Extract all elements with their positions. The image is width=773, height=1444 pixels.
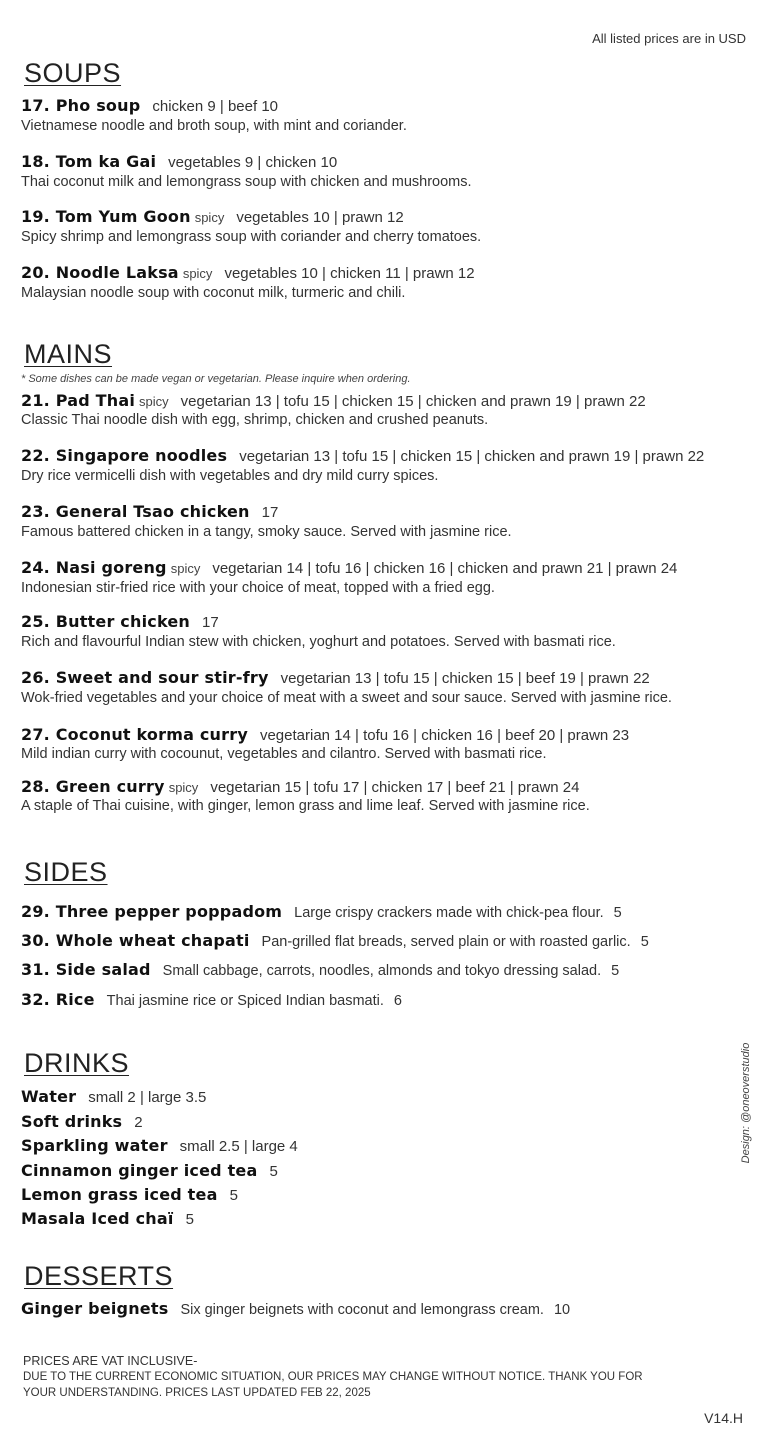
menu-item-22 xyxy=(21,446,704,465)
item-name: 29. Three pepper poppadom xyxy=(21,902,283,921)
item-description: Large crispy crackers made with chick-pea flour. xyxy=(294,905,604,921)
item-description: Six ginger beignets with coconut and lemongrass cream. xyxy=(180,1302,544,1318)
item-name: 31. Side salad xyxy=(21,960,151,979)
item-description: Thai jasmine rice or Spiced Indian basmati. xyxy=(106,993,384,1009)
item-description: Rich and flavourful Indian stew with chicken, yoghurt and potatoes. Served with basmati rice. xyxy=(21,634,616,650)
drink-item xyxy=(21,1112,143,1131)
section-title-desserts: DESSERTS xyxy=(24,1261,174,1291)
item-prices: 2 xyxy=(134,1114,143,1131)
item-name: Water xyxy=(21,1087,77,1106)
item-description: Pan-grilled flat breads, served plain or with roasted garlic. xyxy=(261,934,631,950)
item-prices: 5 xyxy=(185,1211,194,1228)
item-prices: 5 xyxy=(269,1163,278,1180)
drink-item xyxy=(21,1161,278,1180)
item-name: 21. Pad Thai xyxy=(21,391,136,410)
spicy-tag: spicy xyxy=(170,561,201,576)
item-name: 26. Sweet and sour stir-fry xyxy=(21,668,269,687)
spicy-tag: spicy xyxy=(168,780,199,795)
menu-item-24 xyxy=(21,558,677,577)
item-description: Malaysian noodle soup with coconut milk, turmeric and chili. xyxy=(21,285,406,301)
item-name: 20. Noodle Laksa xyxy=(21,263,179,282)
section-title-sides: SIDES xyxy=(24,857,108,887)
spicy-tag: spicy xyxy=(182,266,213,281)
menu-item-18 xyxy=(21,152,337,171)
design-credit: Design: @oneoverstudio xyxy=(740,1042,752,1164)
item-name: 32. Rice xyxy=(21,990,95,1009)
item-prices: vegetables 9 | chicken 10 xyxy=(168,154,338,171)
item-name: 19. Tom Yum Goon xyxy=(21,207,191,226)
item-prices: vegetables 10 | prawn 12 xyxy=(236,209,404,226)
item-description: Classic Thai noodle dish with egg, shrimp, chicken and crushed peanuts. xyxy=(21,412,489,428)
currency-note: All listed prices are in USD xyxy=(592,31,746,46)
drink-item xyxy=(21,1209,194,1228)
item-description: A staple of Thai cuisine, with ginger, lemon grass and lime leaf. Served with jasmine rice. xyxy=(21,798,590,814)
item-name: Masala Iced chaï xyxy=(21,1209,174,1228)
item-prices: chicken 9 | beef 10 xyxy=(152,98,279,115)
item-prices: vegetarian 14 | tofu 16 | chicken 16 | beef 20 | prawn 23 xyxy=(259,727,630,744)
dessert-item xyxy=(21,1299,570,1318)
item-prices: vegetarian 15 | tofu 17 | chicken 17 | beef 21 | prawn 24 xyxy=(210,779,580,796)
item-name: 27. Coconut korma curry xyxy=(21,725,248,744)
version-label: V14.H xyxy=(704,1410,743,1426)
item-name: 17. Pho soup xyxy=(21,96,141,115)
section-title-mains: MAINS xyxy=(24,339,113,369)
menu-item-27 xyxy=(21,725,629,744)
menu-item-29 xyxy=(21,902,622,921)
item-price: 5 xyxy=(640,934,649,950)
menu-item-31 xyxy=(21,960,619,979)
item-prices: 5 xyxy=(229,1187,238,1204)
footer-notice-line2: YOUR UNDERSTANDING. PRICES LAST UPDATED FEB 22, 2025 xyxy=(23,1387,371,1399)
item-prices: vegetarian 14 | tofu 16 | chicken 16 | chicken and prawn 21 | prawn 24 xyxy=(212,560,678,577)
item-name: 22. Singapore noodles xyxy=(21,446,228,465)
mains-note: * Some dishes can be made vegan or vegetarian. Please inquire when ordering. xyxy=(21,373,411,385)
item-name: Soft drinks xyxy=(21,1112,123,1131)
footer-vat-note: PRICES ARE VAT INCLUSIVE- xyxy=(23,1354,198,1368)
menu-item-26 xyxy=(21,668,650,687)
item-name: Cinnamon ginger iced tea xyxy=(21,1161,258,1180)
item-prices: 17 xyxy=(202,614,219,631)
menu-item-32 xyxy=(21,990,402,1009)
item-price: 10 xyxy=(553,1302,571,1318)
spicy-tag: spicy xyxy=(194,210,225,225)
menu-item-23 xyxy=(21,502,278,521)
item-price: 5 xyxy=(613,905,622,921)
spicy-tag: spicy xyxy=(139,394,169,409)
item-description: Vietnamese noodle and broth soup, with mint and coriander. xyxy=(21,118,407,134)
item-description: Mild indian curry with cocounut, vegetables and cilantro. Served with basmati rice. xyxy=(21,746,547,762)
drink-item xyxy=(21,1087,206,1106)
item-description: Dry rice vermicelli dish with vegetables and dry mild curry spices. xyxy=(21,468,439,484)
menu-item-28 xyxy=(21,777,579,796)
menu-item-19 xyxy=(21,207,404,226)
footer-notice-line1: DUE TO THE CURRENT ECONOMIC SITUATION, OUR PRICES MAY CHANGE WITHOUT NOTICE. THANK YOU FOR xyxy=(23,1371,643,1383)
menu-item-20 xyxy=(21,263,475,282)
item-prices: vegetarian 13 | tofu 15 | chicken 15 | chicken and prawn 19 | prawn 22 xyxy=(180,393,646,410)
menu-item-30 xyxy=(21,931,649,950)
item-description: Indonesian stir-fried rice with your choice of meat, topped with a fried egg. xyxy=(21,580,495,596)
drink-item xyxy=(21,1185,238,1204)
item-prices: vegetables 10 | chicken 11 | prawn 12 xyxy=(224,265,475,282)
item-name: 28. Green curry xyxy=(21,777,165,796)
section-title-drinks: DRINKS xyxy=(24,1048,130,1078)
item-name: 18. Tom ka Gai xyxy=(21,152,157,171)
item-description: Small cabbage, carrots, noodles, almonds and tokyo dressing salad. xyxy=(162,963,602,979)
drink-item xyxy=(21,1136,298,1155)
item-name: 30. Whole wheat chapati xyxy=(21,931,250,950)
item-prices: small 2 | large 3.5 xyxy=(88,1089,207,1106)
section-title-soups: SOUPS xyxy=(24,58,122,88)
item-name: 23. General Tsao chicken xyxy=(21,502,250,521)
item-description: Spicy shrimp and lemongrass soup with coriander and cherry tomatoes. xyxy=(21,229,482,245)
item-name: Sparkling water xyxy=(21,1136,168,1155)
menu-item-21 xyxy=(21,391,646,410)
menu-item-25 xyxy=(21,612,219,631)
item-prices: 17 xyxy=(261,504,279,521)
item-prices: vegetarian 13 | tofu 15 | chicken 15 | beef 19 | prawn 22 xyxy=(280,670,650,687)
item-description: Wok-fried vegetables and your choice of meat with a sweet and sour sauce. Served with jasmine rice. xyxy=(21,690,672,706)
item-name: 24. Nasi goreng xyxy=(21,558,167,577)
menu-item-17 xyxy=(21,96,278,115)
item-price: 5 xyxy=(611,963,620,979)
item-name: Ginger beignets xyxy=(21,1299,169,1318)
item-name: Lemon grass iced tea xyxy=(21,1185,218,1204)
item-description: Famous battered chicken in a tangy, smoky sauce. Served with jasmine rice. xyxy=(21,524,512,540)
item-prices: vegetarian 13 | tofu 15 | chicken 15 | chicken and prawn 19 | prawn 22 xyxy=(239,448,705,465)
item-description: Thai coconut milk and lemongrass soup with chicken and mushrooms. xyxy=(21,174,472,190)
item-name: 25. Butter chicken xyxy=(21,612,191,631)
item-price: 6 xyxy=(393,993,402,1009)
item-prices: small 2.5 | large 4 xyxy=(179,1138,298,1155)
